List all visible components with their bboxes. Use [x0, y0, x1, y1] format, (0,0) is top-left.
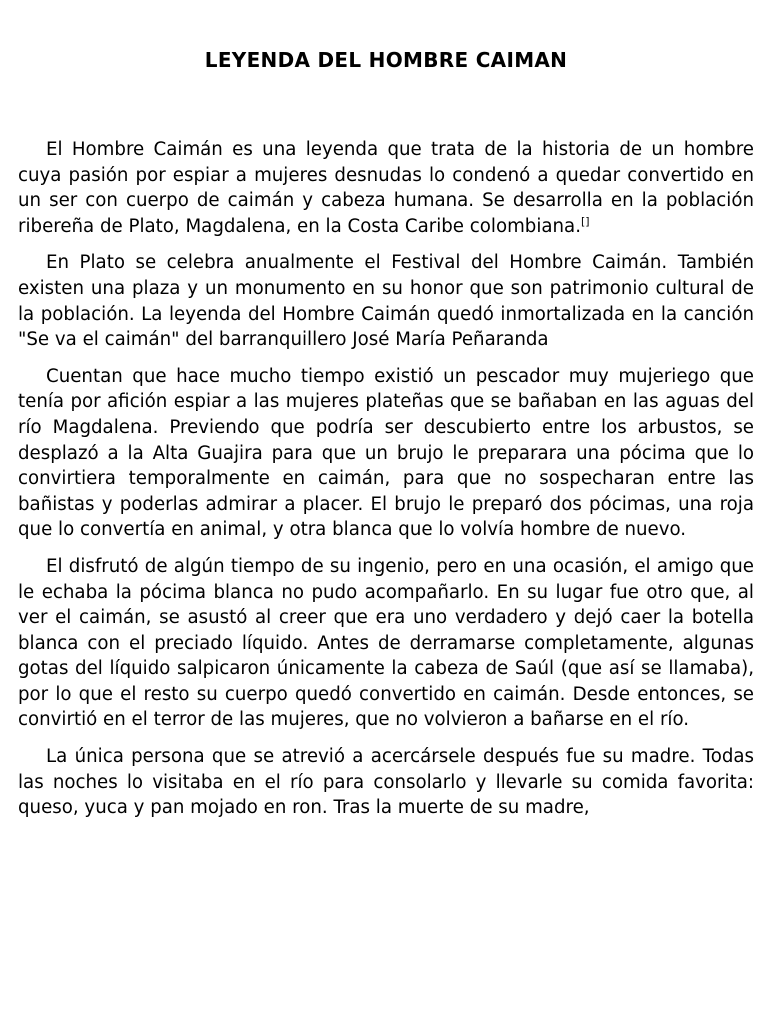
paragraph-2: En Plato se celebra anualmente el Festival del Hombre Caimán. También existen una plaza y un monumento en su honor que son patrimonio cultural de la población. La leyenda del Hombre Caimán quedó inmortalizada en la canción "Se va el caimán" del barranquillero José María Peñaranda [18, 252, 754, 351]
paragraph-5: La única persona que se atrevió a acercársele después fue su madre. Todas las noches lo visitaba en el río para consolarlo y llevarle su comida favorita: queso, yuca y pan mojado en ron. Tras la muerte de su madre, [18, 746, 754, 819]
document-title: LEYENDA DEL HOMBRE CAIMAN [204, 48, 568, 72]
paragraph-1-text: El Hombre Caimán es una leyenda que trata de la historia de un hombre cuya pasión por espiar a mujeres desnudas lo condenó a quedar convertido en un ser con cuerpo de caimán y cabeza humana. Se desarrolla en la población ribereña de Plato, Magdalena, en la Costa Caribe colombiana. [18, 139, 754, 237]
paragraph-3: Cuentan que hace mucho tiempo existió un pescador muy mujeriego que tenía por afición espiar a las mujeres plateñas que se bañaban en las aguas del río Magdalena. Previendo que podría ser descubierto entre los arbustos, se desplazó a la Alta Guajira para que un brujo le preparara una pócima que lo convirtiera temporalmente en caimán, para que no sospecharan entre las bañistas y poderlas admirar a placer. El brujo le preparó dos pócimas, una roja que lo convertía en animal, y otra blanca que lo volvía hombre de nuevo. [18, 365, 754, 541]
paragraph-4: El disfrutó de algún tiempo de su ingenio, pero en una ocasión, el amigo que le echaba la pócima blanca no pudo acompañarlo. En su lugar fue otro que, al ver el caimán, se asustó al creer que era uno verdadero y dejó caer la botella blanca con el preciado líquido. Antes de derramarse completamente, algunas gotas del líquido salpicaron únicamente la cabeza de Saúl (que así se llamaba), por lo que el resto su cuerpo quedó convertido en caimán. Desde entonces, se convirtió en el terror de las mujeres, que no volvieron a bañarse en el río. [18, 555, 754, 731]
reference-marker[interactable]: [] [581, 214, 590, 228]
document-body [18, 137, 754, 821]
paragraph-1 [18, 137, 754, 239]
document-page [18, 0, 754, 832]
